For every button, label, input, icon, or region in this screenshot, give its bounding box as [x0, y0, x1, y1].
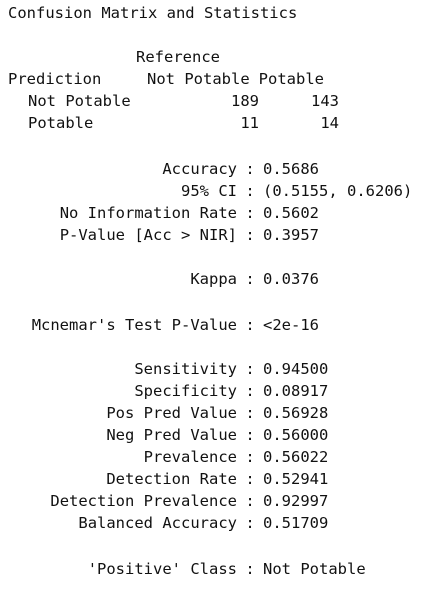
- col-header-not-potable: Not Potable: [147, 70, 250, 88]
- stat-separator: :: [245, 226, 255, 244]
- output-title: Confusion Matrix and Statistics: [8, 4, 298, 22]
- stat-row-accuracy: [8, 158, 319, 180]
- stat-row-detection-prevalence: [8, 490, 328, 512]
- stat-label: 95% CI: [181, 182, 237, 200]
- stat-value: 0.5686: [263, 160, 319, 178]
- stat-value: 0.94500: [263, 360, 329, 378]
- col-header-potable: Potable: [258, 70, 324, 88]
- prediction-label: Prediction: [8, 70, 102, 88]
- matrix-row: [8, 112, 339, 134]
- matrix-reference-header-row: [8, 46, 220, 68]
- stat-separator: :: [245, 182, 255, 200]
- matrix-cell: 14: [320, 114, 339, 132]
- matrix-row: [8, 90, 339, 112]
- row-label-not-potable: Not Potable: [28, 92, 131, 110]
- stat-label: P-Value [Acc > NIR]: [59, 226, 237, 244]
- stat-separator: :: [245, 360, 255, 378]
- matrix-column-header-row: [8, 68, 324, 90]
- stat-label: No Information Rate: [59, 204, 237, 222]
- stat-value: <2e-16: [263, 316, 319, 334]
- stat-row-pvalue: [8, 224, 319, 246]
- stat-label: Prevalence: [143, 448, 237, 466]
- stat-row-neg-pred: [8, 424, 328, 446]
- stat-separator: :: [245, 560, 255, 578]
- stat-value: 0.5602: [263, 204, 319, 222]
- stat-separator: :: [245, 470, 255, 488]
- stat-value: 0.51709: [263, 514, 329, 532]
- stat-separator: :: [245, 270, 255, 288]
- stat-row-positive-class: [8, 558, 366, 580]
- stat-value: 0.92997: [263, 492, 329, 510]
- stat-separator: :: [245, 514, 255, 532]
- stat-separator: :: [245, 404, 255, 422]
- stat-label: Detection Prevalence: [50, 492, 237, 510]
- stat-row-kappa: [8, 268, 319, 290]
- reference-label: Reference: [136, 48, 220, 66]
- stat-value: 0.56000: [263, 426, 329, 444]
- stat-value: 0.08917: [263, 382, 329, 400]
- stat-row-nir: [8, 202, 319, 224]
- stat-separator: :: [245, 204, 255, 222]
- matrix-cell: 189: [231, 92, 259, 110]
- stat-label: Mcnemar's Test P-Value: [31, 316, 237, 334]
- stat-row-balanced-accuracy: [8, 512, 328, 534]
- stat-label: Neg Pred Value: [106, 426, 237, 444]
- stat-row-ci: [8, 180, 412, 202]
- matrix-cell: 143: [311, 92, 339, 110]
- stat-label: Detection Rate: [106, 470, 237, 488]
- stat-value: 0.56022: [263, 448, 329, 466]
- stat-separator: :: [245, 316, 255, 334]
- stat-value: 0.3957: [263, 226, 319, 244]
- stat-row-prevalence: [8, 446, 328, 468]
- matrix-cell: 11: [240, 114, 259, 132]
- stat-row-specificity: [8, 380, 328, 402]
- stat-label: 'Positive' Class: [87, 560, 237, 578]
- stat-row-sensitivity: [8, 358, 328, 380]
- row-label-potable: Potable: [28, 114, 94, 132]
- stat-separator: :: [245, 492, 255, 510]
- stat-label: Pos Pred Value: [106, 404, 237, 422]
- stat-value: 0.0376: [263, 270, 319, 288]
- stat-value: 0.52941: [263, 470, 329, 488]
- stat-row-pos-pred: [8, 402, 328, 424]
- stat-label: Balanced Accuracy: [78, 514, 237, 532]
- stat-separator: :: [245, 426, 255, 444]
- stat-label: Sensitivity: [134, 360, 237, 378]
- stat-value: (0.5155, 0.6206): [263, 182, 413, 200]
- stat-separator: :: [245, 382, 255, 400]
- stat-separator: :: [245, 448, 255, 466]
- stat-row-mcnemar: [8, 314, 319, 336]
- stat-label: Kappa: [190, 270, 237, 288]
- stat-separator: :: [245, 160, 255, 178]
- stat-value: Not Potable: [263, 560, 366, 578]
- stat-row-detection-rate: [8, 468, 328, 490]
- stat-label: Specificity: [134, 382, 237, 400]
- stat-label: Accuracy: [162, 160, 237, 178]
- stat-value: 0.56928: [263, 404, 329, 422]
